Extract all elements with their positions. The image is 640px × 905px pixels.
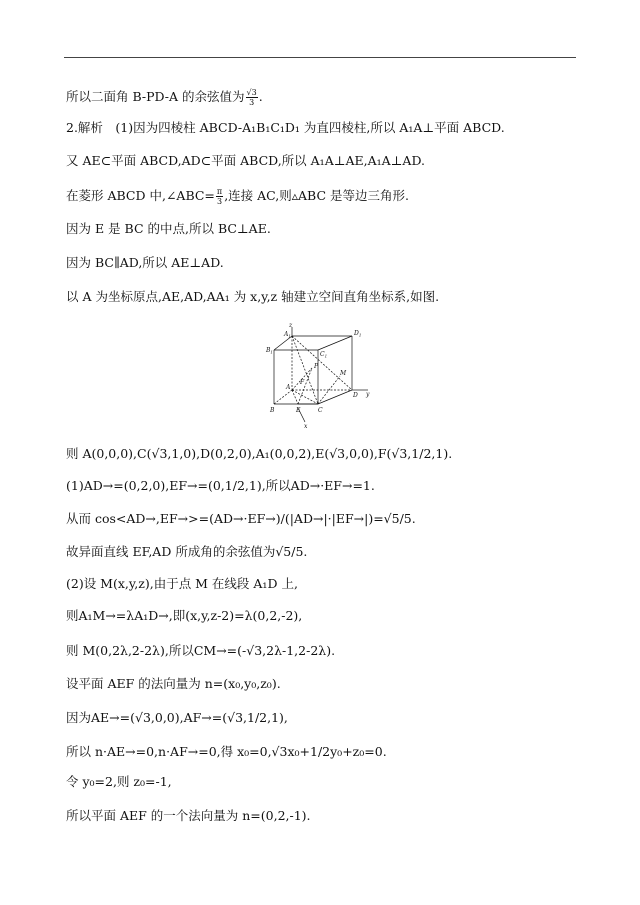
text-line-14: 则 M(0,2λ,2-2λ),所以CM→=(-√3,2λ-1,2-2λ).: [66, 643, 336, 658]
text-line-8: 则 A(0,0,0),C(√3,1,0),D(0,2,0),A₁(0,0,2),E(√3,0,0),F(√3,1/2,1).: [66, 446, 453, 461]
text-line-18: 令 y₀=2,则 z₀=-1,: [66, 774, 172, 789]
l4-frac: [216, 187, 223, 206]
text-line-5: 因为 E 是 BC 的中点,所以 BC⊥AE.: [66, 221, 271, 236]
text-line-13: 则A₁M→=λA₁D→,即(x,y,z-2)=λ(0,2,-2),: [66, 608, 303, 623]
label-c1: $C_1$: [320, 351, 328, 359]
l1-pre: 所以二面角 B-PD-A 的余弦值为: [66, 89, 245, 104]
label-b: B: [270, 407, 275, 414]
text-line-3: 又 AE⊂平面 ABCD,AD⊂平面 ABCD,所以 A₁A⊥AE,A₁A⊥AD.: [66, 153, 426, 168]
text-line-15: 设平面 AEF 的法向量为 n=(x₀,y₀,z₀).: [66, 676, 281, 691]
label-x: x: [304, 423, 308, 430]
l4-den: 3: [217, 197, 223, 206]
label-d: D: [353, 392, 358, 399]
text-line-11: 故异面直线 EF,AD 所成角的余弦值为√5/5.: [66, 544, 308, 559]
l1-post: .: [258, 89, 263, 104]
label-m: M: [340, 370, 347, 377]
l1-frac: [246, 88, 258, 107]
label-z: z: [289, 322, 293, 329]
l1-den: 3: [249, 98, 255, 107]
label-f: F: [300, 379, 305, 386]
label-b1: $B_1$: [266, 347, 273, 355]
l1-num: √3: [246, 88, 257, 97]
label-c: C: [318, 407, 323, 414]
text-line-12: (2)设 M(x,y,z),由于点 M 在线段 A₁D 上,: [66, 576, 298, 591]
l4-num: π: [216, 187, 223, 196]
l4-pre: 在菱形 ABCD 中,∠ABC=: [66, 188, 215, 203]
label-a1: $A_1$: [284, 331, 291, 339]
l4-post: ,连接 AC,则▵ABC 是等边三角形.: [224, 188, 409, 203]
header-rule: [64, 57, 576, 58]
text-line-1: [66, 88, 263, 107]
text-line-17: 所以 n·AE→=0,n·AF→=0,得 x₀=0,√3x₀+1/2y₀+z₀=0.: [66, 744, 387, 759]
text-line-2: 2.解析 (1)因为四棱柱 ABCD-A₁B₁C₁D₁ 为直四棱柱,所以 A₁A⊥平面 ABCD.: [66, 120, 505, 135]
text-line-19: 所以平面 AEF 的一个法向量为 n=(0,2,-1).: [66, 808, 311, 823]
label-y: y: [366, 391, 370, 398]
text-line-4: [66, 187, 409, 206]
prism-figure: [260, 322, 380, 437]
text-line-9: (1)AD→=(0,2,0),EF→=(0,1/2,1),所以AD→·EF→=1.: [66, 478, 375, 493]
text-line-10: 从而 cos<AD→,EF→>=(AD→·EF→)/(|AD→|·|EF→|)=√5/5.: [66, 511, 416, 526]
text-line-6: 因为 BC∥AD,所以 AE⊥AD.: [66, 255, 224, 270]
label-p: P: [314, 363, 319, 370]
label-a: A: [286, 384, 291, 391]
label-d1: $D_1$: [354, 330, 362, 338]
text-line-16: 因为AE→=(√3,0,0),AF→=(√3,1/2,1),: [66, 710, 288, 725]
text-line-7: 以 A 为坐标原点,AE,AD,AA₁ 为 x,y,z 轴建立空间直角坐标系,如图.: [66, 289, 440, 304]
label-e: E: [296, 407, 301, 414]
